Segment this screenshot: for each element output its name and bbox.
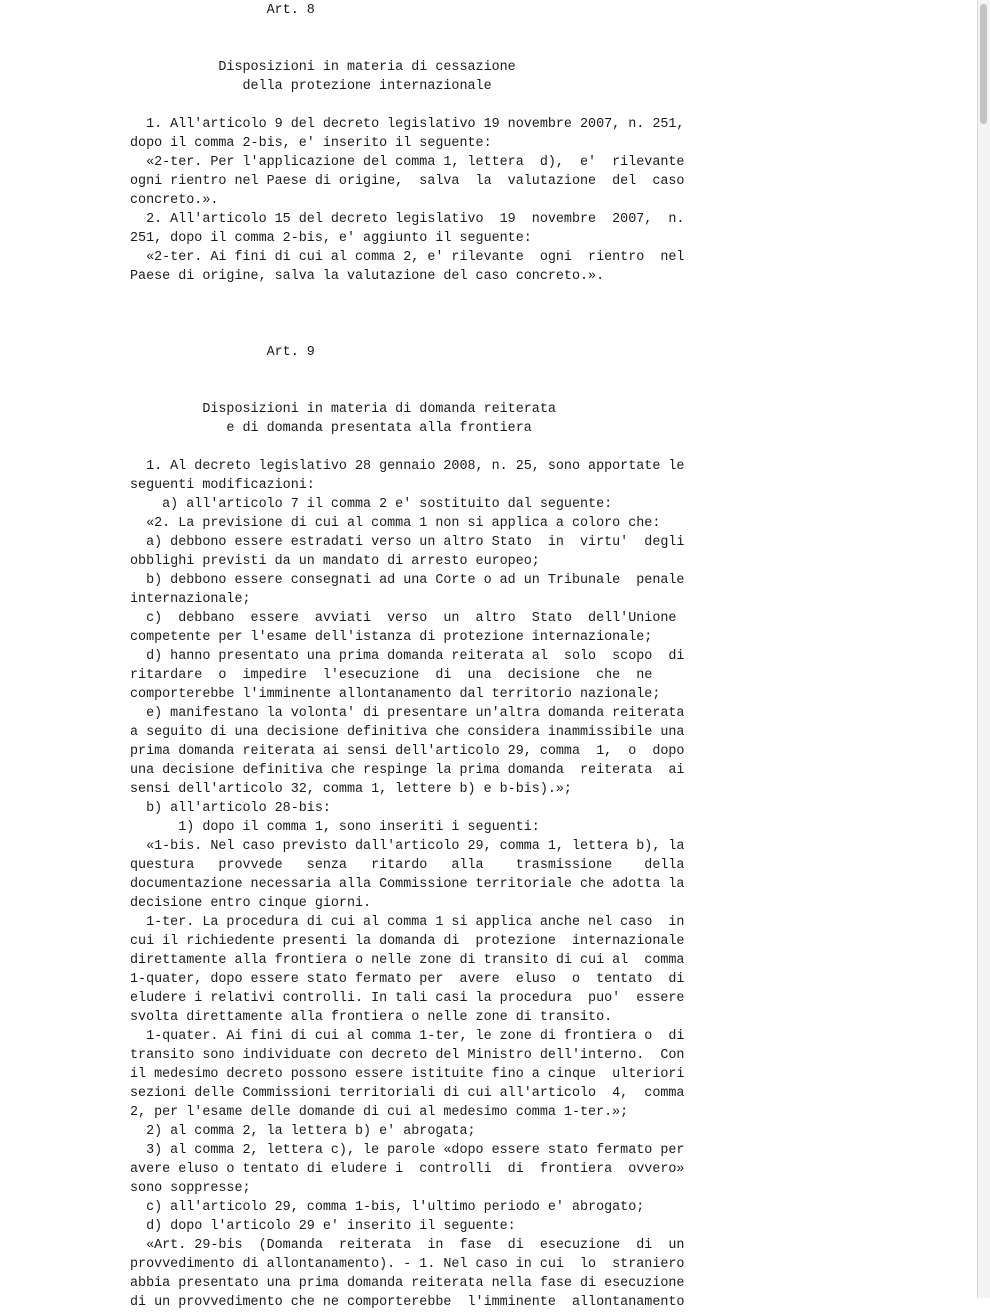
text-line: 251, dopo il comma 2-bis, e' aggiunto il seguente: (130, 231, 532, 246)
text-line: b) all'articolo 28-bis: (130, 801, 331, 816)
text-line (130, 39, 684, 58)
text-line (130, 324, 684, 343)
text-line: di un provvedimento che ne comporterebbe l'imminente allontanamento (130, 1295, 685, 1310)
text-line: 1. Al decreto legislativo 28 gennaio 2008, n. 25, sono apportate le (130, 459, 685, 474)
text-line: cui il richiedente presenti la domanda di protezione internazionale (130, 934, 685, 949)
text-line: 3) al comma 2, lettera c), le parole «dopo essere stato fermato per (130, 1143, 685, 1158)
text-line: d) hanno presentato una prima domanda reiterata al solo scopo di (130, 649, 685, 664)
text-line: della protezione internazionale (130, 79, 492, 94)
text-line: 2. All'articolo 15 del decreto legislativo 19 novembre 2007, n. (130, 212, 685, 227)
text-line: c) all'articolo 29, comma 1-bis, l'ultimo periodo e' abrogato; (130, 1200, 645, 1215)
text-line: 1-quater, dopo essere stato fermato per avere eluso o tentato di (130, 972, 685, 987)
text-line: b) debbono essere consegnati ad una Corte o ad un Tribunale penale (130, 573, 685, 588)
text-line (130, 381, 684, 400)
text-line: Disposizioni in materia di domanda reiterata (130, 402, 556, 417)
text-line: Art. 9 (130, 345, 315, 360)
text-line: comporterebbe l'imminente allontanamento dal territorio nazionale; (130, 687, 661, 702)
text-line: Art. 8 (130, 3, 315, 18)
text-line (130, 362, 684, 381)
text-line: Paese di origine, salva la valutazione del caso concreto.». (130, 269, 605, 284)
text-line (130, 286, 684, 305)
text-line: a) all'articolo 7 il comma 2 e' sostituito dal seguente: (130, 497, 613, 512)
text-line: a seguito di una decisione definitiva che considera inammissibile una (130, 725, 685, 740)
text-line: 2, per l'esame delle domande di cui al medesimo comma 1-ter.»; (130, 1105, 629, 1120)
text-line: d) dopo l'articolo 29 e' inserito il seguente: (130, 1219, 516, 1234)
text-line: avere eluso o tentato di eludere i controlli di frontiera ovvero» (130, 1162, 685, 1177)
text-line: e di domanda presentata alla frontiera (130, 421, 532, 436)
text-line: «2. La previsione di cui al comma 1 non si applica a coloro che: (130, 516, 661, 531)
text-line: dopo il comma 2-bis, e' inserito il seguente: (130, 136, 492, 151)
text-line: una decisione definitiva che respinge la prima domanda reiterata ai (130, 763, 685, 778)
text-line: Disposizioni in materia di cessazione (130, 60, 516, 75)
text-line: 1-ter. La procedura di cui al comma 1 si applica anche nel caso in (130, 915, 685, 930)
vertical-scrollbar[interactable] (977, 0, 990, 1298)
text-line: direttamente alla frontiera o nelle zone di transito di cui al comma (130, 953, 685, 968)
text-line: svolta direttamente alla frontiera o nelle zone di transito. (130, 1010, 613, 1025)
text-line (130, 20, 684, 39)
text-line: ogni rientro nel Paese di origine, salva la valutazione del caso (130, 174, 685, 189)
text-line: «2-ter. Ai fini di cui al comma 2, e' rilevante ogni rientro nel (130, 250, 685, 265)
text-line: 1. All'articolo 9 del decreto legislativo 19 novembre 2007, n. 251, (130, 117, 685, 132)
text-line: 2) al comma 2, la lettera b) e' abrogata; (130, 1124, 476, 1139)
text-line: sezioni delle Commissioni territoriali di cui all'articolo 4, comma (130, 1086, 685, 1101)
text-line: c) debbano essere avviati verso un altro Stato dell'Unione (130, 611, 677, 626)
text-line: a) debbono essere estradati verso un altro Stato in virtu' degli (130, 535, 685, 550)
text-line: documentazione necessaria alla Commissione territoriale che adotta la (130, 877, 685, 892)
text-line: 1-quater. Ai fini di cui al comma 1-ter, le zone di frontiera o di (130, 1029, 685, 1044)
text-line: «1-bis. Nel caso previsto dall'articolo 29, comma 1, lettera b), la (130, 839, 685, 854)
text-line: prima domanda reiterata ai sensi dell'articolo 29, comma 1, o dopo (130, 744, 685, 759)
text-line: abbia presentato una prima domanda reiterata nella fase di esecuzione (130, 1276, 685, 1291)
text-line: seguenti modificazioni: (130, 478, 315, 493)
text-line: obblighi previsti da un mandato di arresto europeo; (130, 554, 540, 569)
text-line: internazionale; (130, 592, 251, 607)
text-line (130, 438, 684, 457)
text-line: «Art. 29-bis (Domanda reiterata in fase di esecuzione di un (130, 1238, 685, 1253)
text-line: ritardare o impedire l'esecuzione di una decisione che ne (130, 668, 653, 683)
text-line: competente per l'esame dell'istanza di protezione internazionale; (130, 630, 653, 645)
text-line: «2-ter. Per l'applicazione del comma 1, lettera d), e' rilevante (130, 155, 685, 170)
text-line: il medesimo decreto possono essere istituite fino a cinque ulteriori (130, 1067, 685, 1082)
text-line: questura provvede senza ritardo alla trasmissione della (130, 858, 685, 873)
text-line: provvedimento di allontanamento). - 1. Nel caso in cui lo straniero (130, 1257, 685, 1272)
text-line: transito sono individuate con decreto del Ministro dell'interno. Con (130, 1048, 685, 1063)
text-line: eludere i relativi controlli. In tali casi la procedura puo' essere (130, 991, 685, 1006)
text-line: sensi dell'articolo 32, comma 1, lettere b) e b-bis).»; (130, 782, 572, 797)
text-line (130, 96, 684, 115)
text-line: decisione entro cinque giorni. (130, 896, 372, 911)
text-line: 1) dopo il comma 1, sono inseriti i seguenti: (130, 820, 540, 835)
text-line: concreto.». (130, 193, 219, 208)
text-line: sono soppresse; (130, 1181, 251, 1196)
text-line (130, 305, 684, 324)
scrollbar-thumb[interactable] (980, 4, 987, 124)
document-text (130, 1, 684, 1312)
text-line: e) manifestano la volonta' di presentare un'altra domanda reiterata (130, 706, 685, 721)
